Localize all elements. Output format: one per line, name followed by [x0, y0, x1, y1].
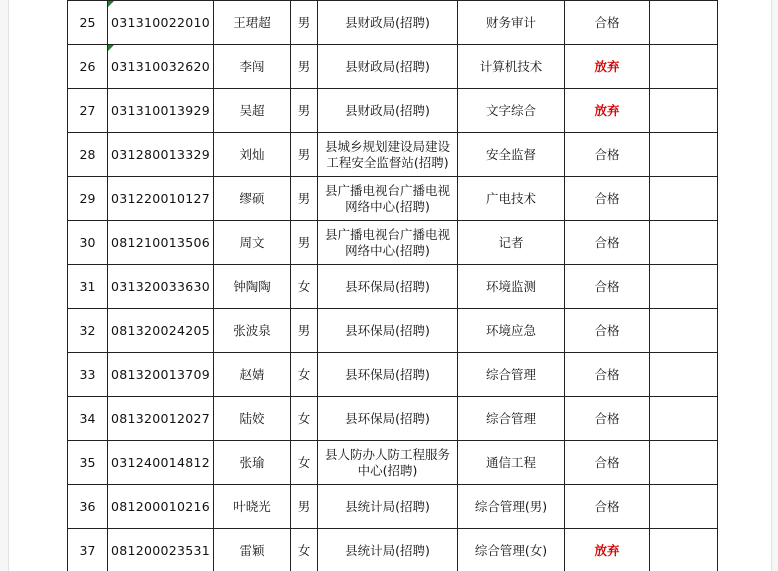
cell-position-text: 记者	[498, 234, 524, 250]
document-sheet	[8, 0, 772, 571]
cell-department-text: 县统计局(招聘)	[345, 498, 430, 514]
cell-department	[318, 529, 458, 571]
cell-result-text: 合格	[594, 322, 620, 338]
cell-result	[565, 353, 650, 397]
cell-position	[458, 353, 565, 397]
cell-result	[565, 397, 650, 441]
cell-position-text: 综合管理	[485, 410, 536, 426]
cell-number	[68, 221, 108, 265]
cell-name-text: 张瑜	[239, 454, 265, 470]
cell-exam-id	[108, 353, 214, 397]
cell-number-text: 29	[79, 190, 96, 206]
cell-number	[68, 397, 108, 441]
cell-department	[318, 133, 458, 177]
cell-name-text: 赵婧	[239, 366, 265, 382]
table-row	[68, 177, 718, 221]
cell-result	[565, 441, 650, 485]
cell-department-text: 县环保局(招聘)	[345, 410, 430, 426]
cell-name	[214, 265, 291, 309]
cell-number	[68, 177, 108, 221]
cell-sex	[291, 485, 318, 529]
cell-name	[214, 353, 291, 397]
cell-remark	[650, 177, 718, 221]
cell-position	[458, 309, 565, 353]
table-row	[68, 45, 718, 89]
cell-remark	[650, 397, 718, 441]
cell-position-text: 财务审计	[485, 14, 536, 30]
cell-position	[458, 485, 565, 529]
cell-remark	[650, 133, 718, 177]
cell-result-text: 放弃	[594, 542, 620, 558]
cell-name-text: 张波泉	[233, 322, 271, 338]
table-row	[68, 441, 718, 485]
cell-number	[68, 353, 108, 397]
table-row	[68, 1, 718, 45]
cell-remark	[650, 45, 718, 89]
cell-sex	[291, 177, 318, 221]
cell-position-text: 文字综合	[485, 102, 536, 118]
cell-remark	[650, 353, 718, 397]
cell-department-text: 县广播电视台广播电视网络中心(招聘)	[324, 226, 450, 258]
cell-position	[458, 397, 565, 441]
cell-position	[458, 529, 565, 571]
cell-number-text: 37	[79, 542, 96, 558]
cell-exam-id-text: 081200010216	[110, 498, 211, 514]
cell-department	[318, 441, 458, 485]
cell-exam-id	[108, 309, 214, 353]
cell-number	[68, 441, 108, 485]
cell-number-text: 33	[79, 366, 96, 382]
cell-exam-id	[108, 397, 214, 441]
cell-sex	[291, 309, 318, 353]
cell-result-text: 合格	[594, 454, 620, 470]
cell-name	[214, 45, 291, 89]
cell-position-text: 综合管理	[485, 366, 536, 382]
cell-sex	[291, 353, 318, 397]
cell-number	[68, 45, 108, 89]
cell-result-text: 合格	[594, 278, 620, 294]
cell-position-text: 综合管理(男)	[474, 498, 548, 514]
cell-name	[214, 485, 291, 529]
cell-exam-id-text: 031220010127	[110, 190, 211, 206]
cell-exam-id	[108, 485, 214, 529]
cell-sex-text: 女	[297, 366, 311, 382]
cell-sex-text: 男	[297, 498, 311, 514]
cell-number	[68, 133, 108, 177]
cell-position-text: 广电技术	[485, 190, 536, 206]
cell-name	[214, 133, 291, 177]
cell-department	[318, 177, 458, 221]
cell-position	[458, 441, 565, 485]
cell-result	[565, 309, 650, 353]
cell-number	[68, 529, 108, 571]
table-row	[68, 529, 718, 571]
cell-result-text: 放弃	[594, 58, 620, 74]
cell-result-text: 合格	[594, 14, 620, 30]
cell-result-text: 放弃	[594, 102, 620, 118]
cell-position	[458, 133, 565, 177]
cell-result-text: 合格	[594, 498, 620, 514]
cell-number-text: 36	[79, 498, 96, 514]
cell-name-text: 李闯	[239, 58, 265, 74]
cell-remark	[650, 529, 718, 571]
cell-sex-text: 男	[297, 58, 311, 74]
cell-result	[565, 89, 650, 133]
table-row	[68, 89, 718, 133]
table-row	[68, 397, 718, 441]
cell-exam-id	[108, 45, 214, 89]
cell-result-text: 合格	[594, 146, 620, 162]
cell-exam-id-text: 081210013506	[110, 234, 211, 250]
cell-number-text: 28	[79, 146, 96, 162]
cell-name	[214, 221, 291, 265]
cell-result	[565, 177, 650, 221]
cell-number-text: 27	[79, 102, 96, 118]
cell-position-text: 安全监督	[485, 146, 536, 162]
cell-exam-id-text: 081320024205	[110, 322, 211, 338]
cell-sex-text: 男	[297, 146, 311, 162]
cell-exam-id-text: 081320013709	[110, 366, 211, 382]
cell-number-text: 26	[79, 58, 96, 74]
cell-position	[458, 1, 565, 45]
cell-exam-id-text: 081200023531	[110, 542, 211, 558]
cell-sex	[291, 45, 318, 89]
cell-position-text: 通信工程	[485, 454, 536, 470]
cell-sex-text: 男	[297, 102, 311, 118]
cell-sex	[291, 89, 318, 133]
cell-exam-id	[108, 1, 214, 45]
table-row	[68, 221, 718, 265]
cell-department-text: 县统计局(招聘)	[345, 542, 430, 558]
cell-sex	[291, 265, 318, 309]
cell-number	[68, 89, 108, 133]
cell-department	[318, 485, 458, 529]
cell-result	[565, 265, 650, 309]
cell-number-text: 34	[79, 410, 96, 426]
cell-result	[565, 1, 650, 45]
cell-remark	[650, 1, 718, 45]
cell-number	[68, 1, 108, 45]
cell-department-text: 县财政局(招聘)	[345, 58, 430, 74]
table-row	[68, 353, 718, 397]
cell-sex-text: 男	[297, 190, 311, 206]
cell-name	[214, 1, 291, 45]
table-row	[68, 309, 718, 353]
cell-exam-id-text: 031310032620	[110, 58, 211, 74]
cell-number-text: 31	[79, 278, 96, 294]
cell-exam-id-text: 031320033630	[110, 278, 211, 294]
cell-department-text: 县财政局(招聘)	[345, 102, 430, 118]
cell-sex	[291, 1, 318, 45]
cell-position	[458, 45, 565, 89]
cell-number	[68, 309, 108, 353]
cell-department	[318, 1, 458, 45]
cell-name	[214, 529, 291, 571]
cell-result-text: 合格	[594, 366, 620, 382]
cell-remark	[650, 441, 718, 485]
cell-department-text: 县环保局(招聘)	[345, 278, 430, 294]
table-row	[68, 133, 718, 177]
cell-exam-id-text: 031310013929	[110, 102, 211, 118]
cell-exam-id-text: 031240014812	[110, 454, 211, 470]
cell-name-text: 周文	[239, 234, 265, 250]
cell-department	[318, 265, 458, 309]
cell-number-text: 32	[79, 322, 96, 338]
cell-remark	[650, 265, 718, 309]
cell-number-text: 30	[79, 234, 96, 250]
cell-name	[214, 89, 291, 133]
cell-department-text: 县环保局(招聘)	[345, 366, 430, 382]
cell-sex-text: 女	[297, 454, 311, 470]
cell-sex	[291, 397, 318, 441]
cell-exam-id	[108, 133, 214, 177]
cell-sex-text: 女	[297, 278, 311, 294]
cell-name-text: 雷颖	[239, 542, 265, 558]
cell-exam-id	[108, 89, 214, 133]
cell-position-text: 环境应急	[485, 322, 536, 338]
cell-exam-id	[108, 441, 214, 485]
cell-sex-text: 男	[297, 234, 311, 250]
cell-number-text: 25	[79, 14, 96, 30]
cell-comment-marker	[108, 1, 114, 7]
cell-result-text: 合格	[594, 410, 620, 426]
cell-exam-id-text: 031280013329	[110, 146, 211, 162]
cell-name	[214, 397, 291, 441]
cell-position	[458, 221, 565, 265]
cell-result	[565, 45, 650, 89]
cell-number-text: 35	[79, 454, 96, 470]
cell-number	[68, 265, 108, 309]
cell-position-text: 综合管理(女)	[474, 542, 548, 558]
cell-name-text: 钟陶陶	[233, 278, 271, 294]
cell-department-text: 县广播电视台广播电视网络中心(招聘)	[324, 182, 450, 214]
cell-position-text: 计算机技术	[479, 58, 543, 74]
results-table	[67, 0, 718, 571]
cell-name-text: 陆姣	[239, 410, 265, 426]
cell-exam-id-text: 081320012027	[110, 410, 211, 426]
cell-name-text: 吴超	[239, 102, 265, 118]
cell-position	[458, 89, 565, 133]
cell-remark	[650, 221, 718, 265]
cell-name	[214, 309, 291, 353]
cell-exam-id	[108, 529, 214, 571]
cell-result	[565, 221, 650, 265]
cell-comment-marker	[108, 45, 114, 51]
cell-department-text: 县财政局(招聘)	[345, 14, 430, 30]
cell-exam-id-text: 031310022010	[110, 14, 211, 30]
cell-position	[458, 265, 565, 309]
cell-result-text: 合格	[594, 190, 620, 206]
cell-sex	[291, 529, 318, 571]
cell-department	[318, 45, 458, 89]
cell-department	[318, 89, 458, 133]
cell-exam-id	[108, 221, 214, 265]
cell-name-text: 缪硕	[239, 190, 265, 206]
results-table-body	[68, 1, 718, 571]
cell-remark	[650, 89, 718, 133]
cell-remark	[650, 309, 718, 353]
cell-name-text: 王珺超	[233, 14, 271, 30]
cell-position	[458, 177, 565, 221]
cell-department	[318, 309, 458, 353]
table-row	[68, 485, 718, 529]
cell-department	[318, 353, 458, 397]
table-row	[68, 265, 718, 309]
cell-number	[68, 485, 108, 529]
cell-department-text: 县城乡规划建设局建设工程安全监督站(招聘)	[324, 138, 450, 170]
cell-department-text: 县人防办人防工程服务中心(招聘)	[324, 446, 450, 478]
cell-name-text: 叶晓光	[233, 498, 271, 514]
cell-position-text: 环境监测	[485, 278, 536, 294]
cell-exam-id	[108, 265, 214, 309]
cell-department	[318, 397, 458, 441]
cell-remark	[650, 485, 718, 529]
cell-sex-text: 男	[297, 14, 311, 30]
cell-result	[565, 485, 650, 529]
cell-result	[565, 133, 650, 177]
cell-sex-text: 女	[297, 542, 311, 558]
cell-result	[565, 529, 650, 571]
cell-sex-text: 男	[297, 322, 311, 338]
cell-name	[214, 177, 291, 221]
cell-sex-text: 女	[297, 410, 311, 426]
cell-department	[318, 221, 458, 265]
cell-sex	[291, 133, 318, 177]
cell-name-text: 刘灿	[239, 146, 265, 162]
cell-department-text: 县环保局(招聘)	[345, 322, 430, 338]
cell-sex	[291, 441, 318, 485]
cell-exam-id	[108, 177, 214, 221]
cell-result-text: 合格	[594, 234, 620, 250]
cell-sex	[291, 221, 318, 265]
cell-name	[214, 441, 291, 485]
